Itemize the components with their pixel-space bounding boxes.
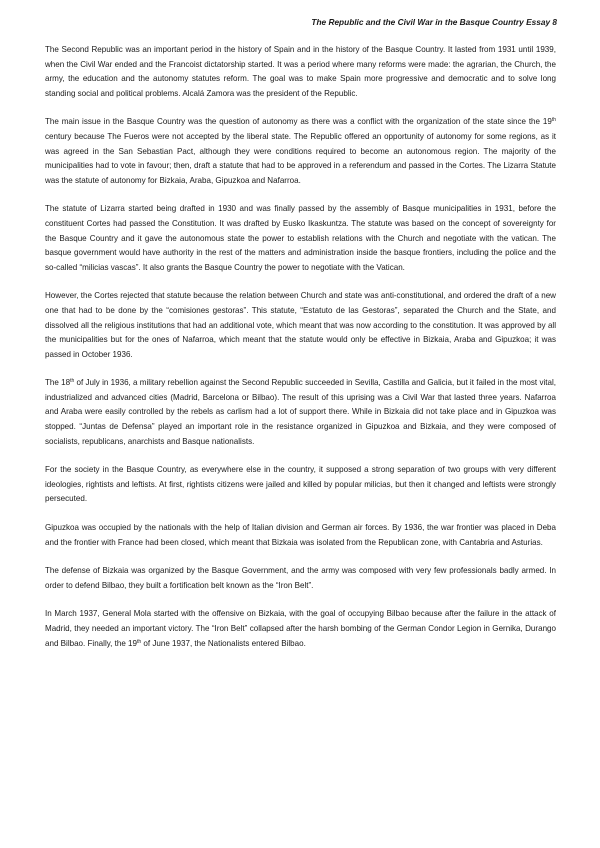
paragraph-8 <box>45 564 556 593</box>
essay-body <box>45 43 556 665</box>
paragraph-text-run: century because The Fueros were not accepted by the liberal state. The Republic offered an opportunity of autonomy for some regions, as it was agreed in the San Sebastian Pact, although they were conditions required to become an autonomous region. The majority of the municipalities had to vote in favour; then, draft a statute that had to be approved in a referendum and passed in the Cortes. The Lizarra Statute was the statute of autonomy for Bizkaia, Araba, Gipuzkoa and Nafarroa. <box>45 131 556 185</box>
ordinal-superscript: th <box>70 378 75 385</box>
header-essay-number: Essay 8 <box>526 17 557 27</box>
paragraph-text-run: of July in 1936, a military rebellion against the Second Republic succeeded in Sevilla, Castilla and Galicia, but it failed in the most vital, industrialized and advanced cities (Madrid, Barcelona or Bilbao). The result of this uprising was a Civil War that lasted three years. Nafarroa and Araba were easily controlled by the rebels as carlism had a lot of support there. While in Bizkaia did not take place and in Gipuzkoa was stopped. “Juntas de Defensa” played an important role in the resistance organized in Gipuzkoa and Bizkaia, and they were composed of socialists, republicans, anarchists and Basque nationalists. <box>45 378 556 446</box>
paragraph-3 <box>45 202 556 275</box>
paragraph-1 <box>45 43 556 101</box>
paragraph-9 <box>45 607 556 651</box>
paragraph-text-run: The main issue in the Basque Country was the question of autonomy as there was a conflict with the organization of the state since the 19 <box>45 117 552 127</box>
paragraph-text-run: The defense of Bizkaia was organized by the Basque Government, and the army was composed with very few professionals badly armed. In order to defend Bilbao, they built a fortification belt known as the “Iron Belt”. <box>45 566 556 590</box>
paragraph-4 <box>45 289 556 362</box>
running-header <box>311 17 557 27</box>
paragraph-5 <box>45 376 556 449</box>
paragraph-text-run: In March 1937, General Mola started with the offensive on Bizkaia, with the goal of occupying Bilbao because after the failure in the attack of Madrid, they needed an important victory. The “Iron Belt” collapsed after the harsh bombing of the German Condor Legion in Gernika, Durango and Bilbao. Finally, the 19 <box>45 609 556 648</box>
paragraph-text-run: However, the Cortes rejected that statute because the relation between Church and state was anti-constitutional, and ordered the draft of a new one that had to be done by the “comisiones gestoras”. This statute, “Estatuto de las Gestoras”, separated the Church and the State, and dissolved all the religious institutions that had an additional vote, which meant that was now according to the constitution. It was approved by all the municipalities but for the ones of Nafarroa, which meant that the statute would only be effective in Bizkaia, Araba and Gipuzkoa; it was passed in October 1936. <box>45 291 556 359</box>
paragraph-text-run: Gipuzkoa was occupied by the nationals with the help of Italian division and German air forces. By 1936, the war frontier was placed in Deba and the frontier with France had been closed, which meant that Bizkaia was isolated from the Republican zone, with Cantabria and Asturias. <box>45 523 556 547</box>
ordinal-superscript: th <box>551 117 556 124</box>
paragraph-text-run: The statute of Lizarra started being drafted in 1930 and was finally passed by the assembly of Basque municipalities in 1931, before the constituent Cortes had passed the Constitution. It was drafted by Eusko Ikaskuntza. The statute was based on the concept of sovereignty for the Basque Country and it gave the autonomous state the power to establish relations with the Church and negotiate with the vatican. The basque government would have authority in the rest of the matters and administration inside the basque frontiers, including the police and the so-called “milicias vascas”. It also grants the Basque Country the power to negotiate with the Vatican. <box>45 204 556 272</box>
header-title: The Republic and the Civil War in the Basque Country <box>311 17 524 27</box>
paragraph-text-run: For the society in the Basque Country, as everywhere else in the country, it supposed a strong separation of two groups with very different ideologies, rightists and leftists. At first, rightists citizens were jailed and killed by popular milicias, but then it changed and leftists were strongly persecuted. <box>45 465 556 504</box>
paragraph-2 <box>45 115 556 188</box>
paragraph-7 <box>45 521 556 550</box>
ordinal-superscript: th <box>137 638 142 645</box>
paragraph-text-run: The 18 <box>45 378 71 388</box>
paragraph-text-run: The Second Republic was an important period in the history of Spain and in the history of the Basque Country. It lasted from 1931 until 1939, when the Civil War ended and the Francoist dictatorship started. It was a period where many reforms were made: the agrarian, the Church, the army, the education and the autonomy statutes reform. The goal was to make Spain more progressive and democratic and to solve long standing social and political problems. Alcalá Zamora was the president of the Republic. <box>45 45 556 98</box>
paragraph-6 <box>45 463 556 507</box>
paragraph-text-run: of June 1937, the Nationalists entered Bilbao. <box>141 638 306 648</box>
